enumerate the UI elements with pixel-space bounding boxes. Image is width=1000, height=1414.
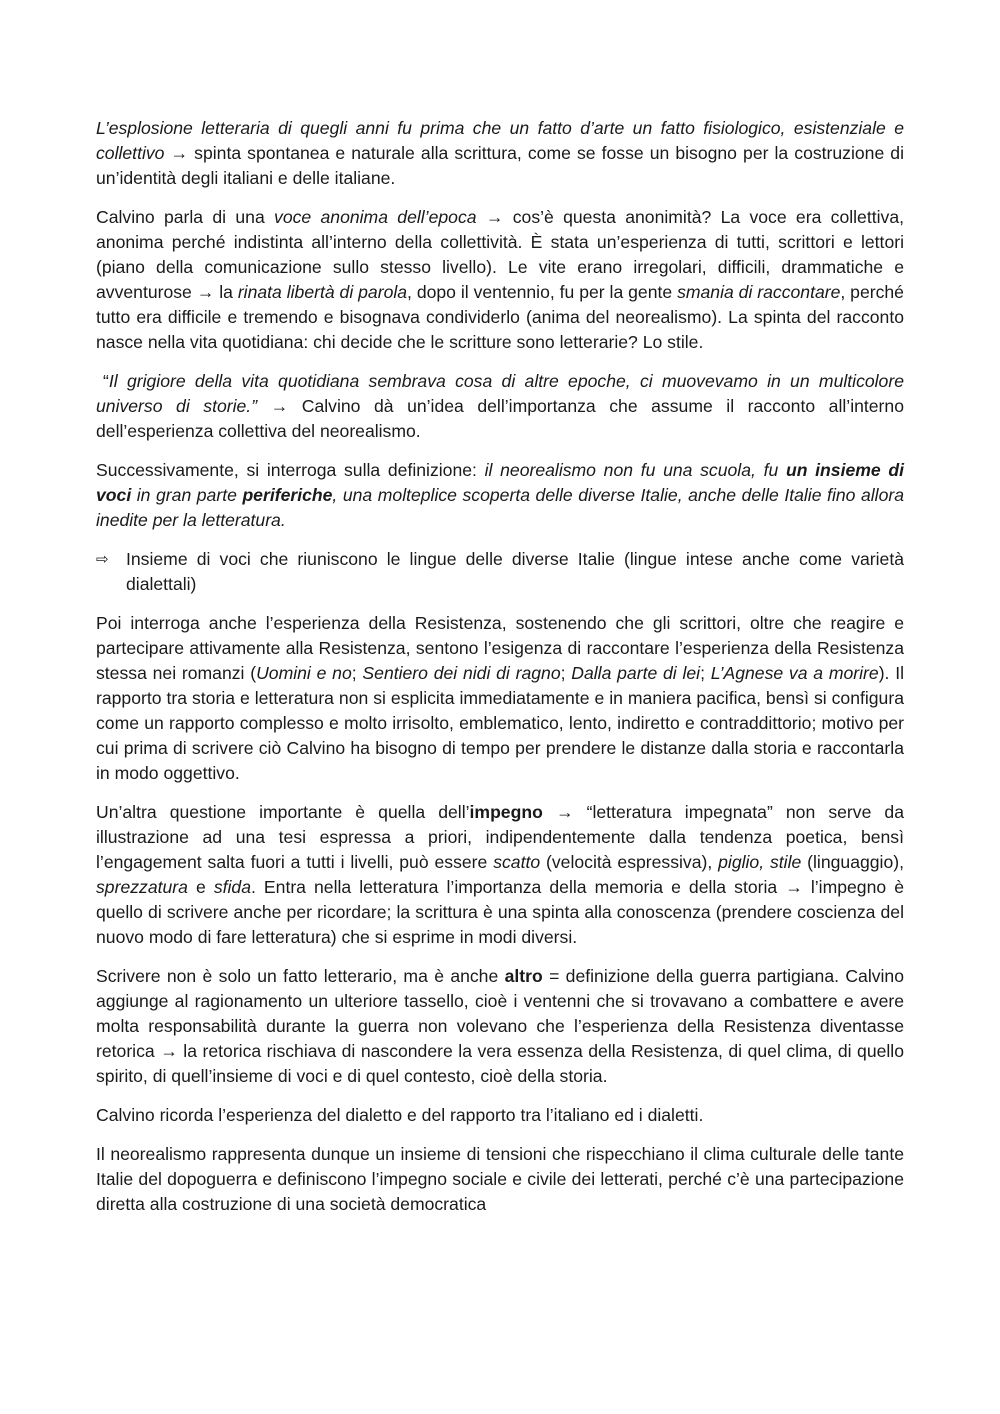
paragraph-2: Calvino parla di una voce anonima dell’epoca → cos’è questa anonimità? La voce era collettiva, anonima perché indistinta all’interno della collettività. È stata un’esperienza di tutti, scrittori e lettori (piano della comunicazione sullo stesso livello). Le vite erano irregolari, difficili, drammatiche e avventurose → la rinata libertà di parola, dopo il ventennio, fu per la gente smania di raccontare, perché tutto era difficile e tremendo e bisognava condividerlo (anima del neorealismo). La spinta del racconto nasce nella vita quotidiana: chi decide che le scritture sono letterarie? Lo stile.: [96, 207, 904, 352]
arrow-icon: →: [170, 143, 189, 163]
paragraph-3-quote: “Il grigiore della vita quotidiana sembrava cosa di altre epoche, ci muovevamo in un multicolore universo di storie.” → Calvino dà un’idea dell’importanza che assume il racconto all’interno dell’esperienza collettiva del neorealismo.: [96, 371, 904, 441]
paragraph-9: Il neorealismo rappresenta dunque un insieme di tensioni che rispecchiano il clima culturale delle tante Italie del dopoguerra e definiscono l’impegno sociale e civile dei letterati, perché c’è una partecipazione diretta alla costruzione di una società democratica: [96, 1144, 904, 1214]
paragraph-8: Calvino ricorda l’esperienza del dialetto e del rapporto tra l’italiano ed i dialetti.: [96, 1105, 704, 1125]
bullet-text: Insieme di voci che riuniscono le lingue delle diverse Italie (lingue intese anche come varietà dialettali): [126, 549, 904, 594]
bullet-item: [96, 547, 904, 597]
paragraph-4: Successivamente, si interroga sulla definizione: il neorealismo non fu una scuola, fu un insieme di voci in gran parte periferiche, una molteplice scoperta delle diverse Italie, anche delle Italie fino allora inedite per la letteratura.: [96, 460, 905, 530]
arrow-icon: →: [196, 282, 215, 302]
arrow-icon: →: [270, 396, 289, 416]
arrow-icon: →: [485, 207, 504, 227]
hollow-arrow-bullet-icon: ⇨: [96, 551, 109, 568]
arrow-icon: →: [785, 877, 803, 897]
paragraph-7: Scrivere non è solo un fatto letterario, ma è anche altro = definizione della guerra partigiana. Calvino aggiunge al ragionamento un ulteriore tassello, cioè i ventenni che si trovavano a combattere e avere molta responsabilità durante la guerra non volevano che l’esperienza della Resistenza diventasse retorica → la retorica rischiava di nascondere la vera essenza della Resistenza, di quel clima, di quello spirito, di quell’insieme di voci e di quel contesto, cioè della storia.: [96, 966, 905, 1086]
paragraph-6: Un’altra questione importante è quella dell’impegno → “letteratura impegnata” non serve da illustrazione ad una tesi espressa a priori, indipendentemente dalla tendenza poetica, bensì l’engagement salta fuori a tutti i livelli, può essere scatto (velocità espressiva), piglio, stile (linguaggio), sprezzatura e sfida. Entra nella letteratura l’importanza della memoria e della storia → l’impegno è quello di scrivere anche per ricordare; la scrittura è una spinta alla conoscenza (prendere coscienza del nuovo modo di fare letteratura) che si esprime in modi diversi.: [96, 802, 905, 947]
arrow-icon: →: [555, 802, 574, 822]
arrow-icon: →: [160, 1041, 178, 1061]
paragraph-5: Poi interroga anche l’esperienza della Resistenza, sostenendo che gli scrittori, oltre che reagire e partecipare attivamente alla Resistenza, sentono l’esigenza di raccontare l’esperienza della Resistenza stessa nei romanzi (Uomini e no; Sentiero dei nidi di ragno; Dalla parte di lei; L’Agnese va a morire). Il rapporto tra storia e letteratura non si esplicita immediatamente e in maniera pacifica, bensì si configura come un rapporto complesso e molto irrisolto, emblematico, lento, indiretto e contraddittorio; motivo per cui prima di scrivere ciò Calvino ha bisogno di tempo per prendere le distanze dalla storia e raccontarla in modo oggettivo.: [96, 613, 905, 783]
paragraph-1: L’esplosione letteraria di quegli anni fu prima che un fatto d’arte un fatto fisiologico, esistenziale e collettivo → spinta spontanea e naturale alla scrittura, come se fosse un bisogno per la costruzione di un’identità degli italiani e delle italiane.: [96, 118, 904, 188]
